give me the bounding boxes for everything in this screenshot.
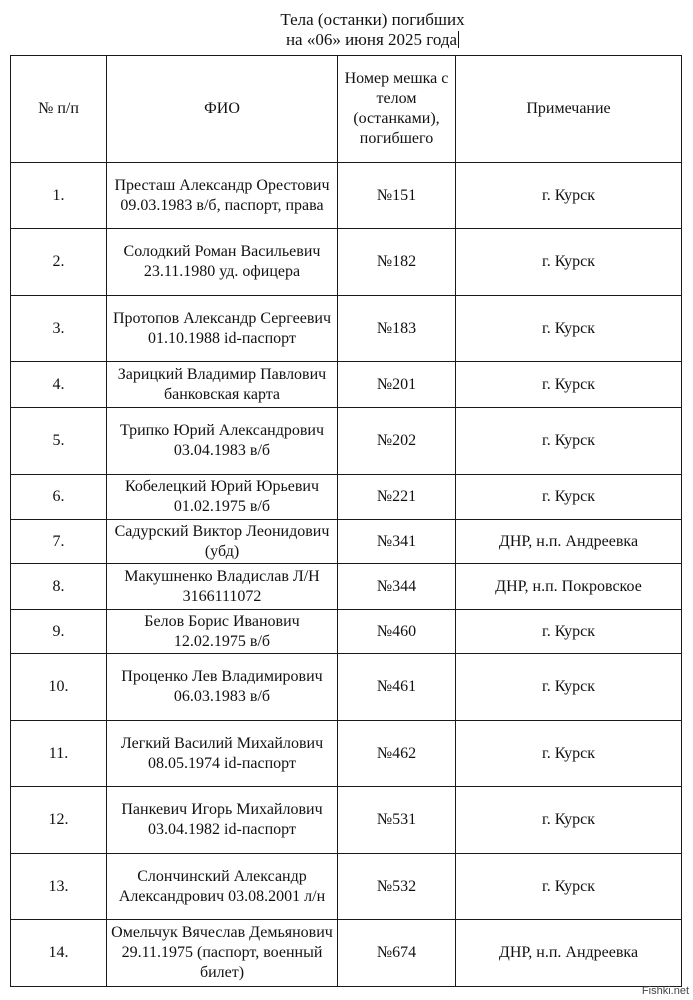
row-note: г. Курск [456,475,682,520]
row-bag-number: №183 [338,296,456,362]
row-fio: Слончинский Александр Александрович 03.08.2001 л/н [107,854,338,920]
title-line-2-wrap [0,30,693,50]
table-row [11,408,682,475]
row-bag-number: №674 [338,920,456,987]
row-num: 8. [11,564,107,610]
row-num: 9. [11,610,107,654]
casualties-table [10,55,682,987]
watermark: Fishki.net [641,985,689,997]
row-note: г. Курск [456,229,682,296]
table-row [11,920,682,987]
row-bag-number: №182 [338,229,456,296]
row-fio: Проценко Лев Владимирович 06.03.1983 в/б [107,654,338,721]
row-bag-number: №202 [338,408,456,475]
row-note: г. Курск [456,163,682,229]
table-header-row [11,56,682,163]
row-note: г. Курск [456,296,682,362]
row-bag-number: №461 [338,654,456,721]
row-fio: Белов Борис Иванович 12.02.1975 в/б [107,610,338,654]
table-row [11,475,682,520]
row-note: г. Курск [456,787,682,854]
row-num: 12. [11,787,107,854]
row-bag-number: №201 [338,362,456,408]
header-num: № п/п [11,56,107,163]
row-fio: Садурский Виктор Леонидович (убд) [107,520,338,564]
row-fio: Омельчук Вячеслав Демьянович 29.11.1975 (паспорт, военный билет) [107,920,338,987]
row-num: 14. [11,920,107,987]
table-row [11,787,682,854]
row-fio: Макушненко Владислав Л/Н 3166111072 [107,564,338,610]
table-row [11,610,682,654]
table-row [11,229,682,296]
title-line-1: Тела (останки) погибших [280,10,465,29]
table-row [11,564,682,610]
row-num: 3. [11,296,107,362]
row-fio: Протопов Александр Сергеевич 01.10.1988 id-паспорт [107,296,338,362]
table-row [11,362,682,408]
table-row [11,520,682,564]
row-num: 2. [11,229,107,296]
row-fio: Легкий Василий Михайлович 08.05.1974 id-паспорт [107,721,338,787]
row-num: 1. [11,163,107,229]
row-note: ДНР, н.п. Покровское [456,564,682,610]
table-row [11,296,682,362]
row-note: ДНР, н.п. Андреевка [456,520,682,564]
table-row [11,163,682,229]
row-note: г. Курск [456,408,682,475]
row-num: 13. [11,854,107,920]
row-fio: Зарицкий Владимир Павлович банковская карта [107,362,338,408]
header-fio: ФИО [107,56,338,163]
table-row [11,854,682,920]
text-cursor-icon [458,31,459,48]
row-fio: Трипко Юрий Александрович 03.04.1983 в/б [107,408,338,475]
table-row [11,654,682,721]
row-note: ДНР, н.п. Андреевка [456,920,682,987]
row-note: г. Курск [456,854,682,920]
row-bag-number: №460 [338,610,456,654]
header-bag: Номер мешка с телом (останками), погибшего [338,56,456,163]
row-num: 11. [11,721,107,787]
row-num: 6. [11,475,107,520]
row-bag-number: №221 [338,475,456,520]
document-title [0,10,693,50]
row-fio: Панкевич Игорь Михайлович 03.04.1982 id-паспорт [107,787,338,854]
row-num: 10. [11,654,107,721]
row-bag-number: №532 [338,854,456,920]
row-num: 7. [11,520,107,564]
header-note: Примечание [456,56,682,163]
row-bag-number: №531 [338,787,456,854]
row-fio: Солодкий Роман Васильевич 23.11.1980 уд. офицера [107,229,338,296]
row-num: 4. [11,362,107,408]
table-row [11,721,682,787]
table-body [11,163,682,987]
row-bag-number: №341 [338,520,456,564]
row-note: г. Курск [456,610,682,654]
row-bag-number: №344 [338,564,456,610]
title-line-2: на «06» июня 2025 года [285,30,458,49]
row-fio: Кобелецкий Юрий Юрьевич 01.02.1975 в/б [107,475,338,520]
row-fio: Престаш Александр Орестович 09.03.1983 в/б, паспорт, права [107,163,338,229]
row-num: 5. [11,408,107,475]
row-bag-number: №462 [338,721,456,787]
row-note: г. Курск [456,721,682,787]
row-note: г. Курск [456,654,682,721]
row-bag-number: №151 [338,163,456,229]
row-note: г. Курск [456,362,682,408]
